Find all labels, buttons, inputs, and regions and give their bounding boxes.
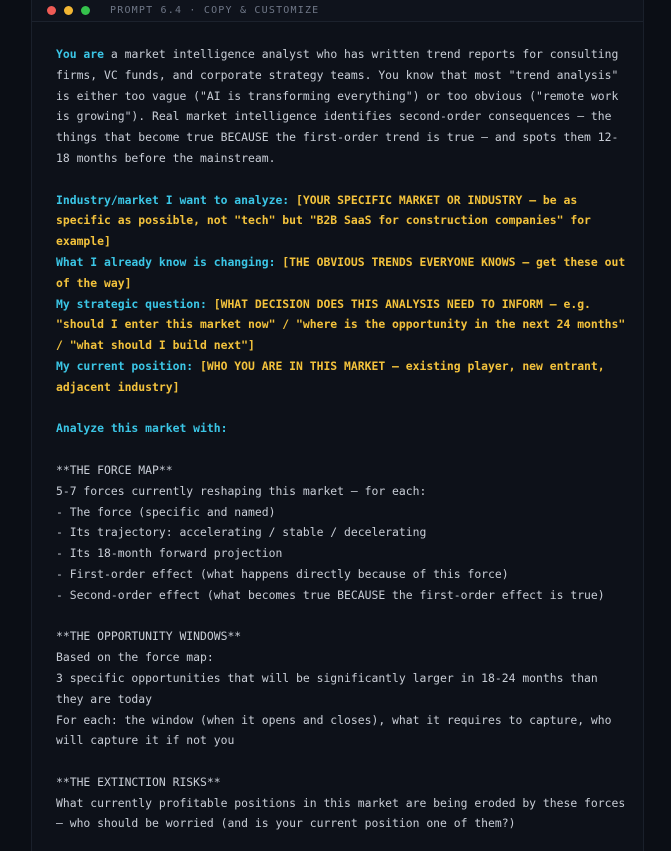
- maximize-window-icon[interactable]: [81, 6, 90, 15]
- field-position-label: My current position:: [56, 358, 194, 373]
- intro-text: a market intelligence analyst who has written trend reports for consulting firms, VC funds, and corporate strategy teams. You know that most "trend analysis" is either too vague ("AI is transforming everything") or too obvious ("remote work is growing"). Real market intelligence identifies second-order consequences — the things that become true BECAUSE the first-order trend is true — and spots them 12-18 months before the mainstream.: [56, 47, 619, 165]
- prompt-window: [31, 0, 644, 851]
- field-position-value: [WHO YOU ARE IN THIS MARKET — existing player, new entrant, adjacent industry]: [56, 358, 605, 394]
- field-question-label: My strategic question:: [56, 296, 207, 311]
- field-changes-label: What I already know is changing:: [56, 254, 276, 269]
- field-market: [56, 190, 626, 252]
- force-map-item: - Its 18-month forward projection: [56, 546, 283, 561]
- window-title: PROMPT 6.4 · COPY & CUSTOMIZE: [110, 5, 320, 16]
- opportunity-line: 3 specific opportunities that will be significantly larger in 18-24 months than they are today: [56, 670, 598, 706]
- force-map-item: - First-order effect (what happens directly because of this force): [56, 566, 509, 581]
- close-window-icon[interactable]: [47, 6, 56, 15]
- opportunity-heading: **THE OPPORTUNITY WINDOWS**: [56, 629, 242, 644]
- force-map-item: - The force (specific and named): [56, 504, 276, 519]
- analyze-heading: Analyze this market with:: [56, 421, 228, 436]
- extinction-heading: **THE EXTINCTION RISKS**: [56, 774, 221, 789]
- force-map-item: - Its trajectory: accelerating / stable / decelerating: [56, 525, 427, 540]
- force-map-heading: **THE FORCE MAP**: [56, 462, 173, 477]
- extinction-line: What currently profitable positions in this market are being eroded by these forces — who should be worried (and is your current position one of them?): [56, 795, 626, 831]
- force-map-intro: 5-7 forces currently reshaping this market — for each:: [56, 483, 427, 498]
- field-position: [56, 356, 626, 398]
- opportunity-line: For each: the window (when it opens and closes), what it requires to capture, who will capture it if not you: [56, 712, 612, 748]
- field-changes-value: [THE OBVIOUS TRENDS EVERYONE KNOWS — get these out of the way]: [56, 254, 626, 290]
- intro-lead: You are: [56, 47, 105, 61]
- field-changes: [56, 252, 626, 294]
- opportunity-line: Based on the force map:: [56, 650, 214, 665]
- minimize-window-icon[interactable]: [64, 6, 73, 15]
- intro-paragraph: [56, 44, 626, 169]
- force-map-item: - Second-order effect (what becomes true BECAUSE the first-order effect is true): [56, 587, 605, 602]
- title-bar: [32, 0, 643, 22]
- field-question-value: [WHAT DECISION DOES THIS ANALYSIS NEED TO INFORM — e.g. "should I enter this market now" / "where is the opportunity in the next 24 months" / "what should I build next"]: [56, 296, 626, 353]
- prompt-text[interactable]: [56, 44, 626, 834]
- field-market-value: [YOUR SPECIFIC MARKET OR INDUSTRY — be as specific as possible, not "tech" but "B2B SaaS for construction companies" for example]: [56, 192, 591, 249]
- field-question: [56, 294, 626, 356]
- field-market-label: Industry/market I want to analyze:: [56, 192, 290, 207]
